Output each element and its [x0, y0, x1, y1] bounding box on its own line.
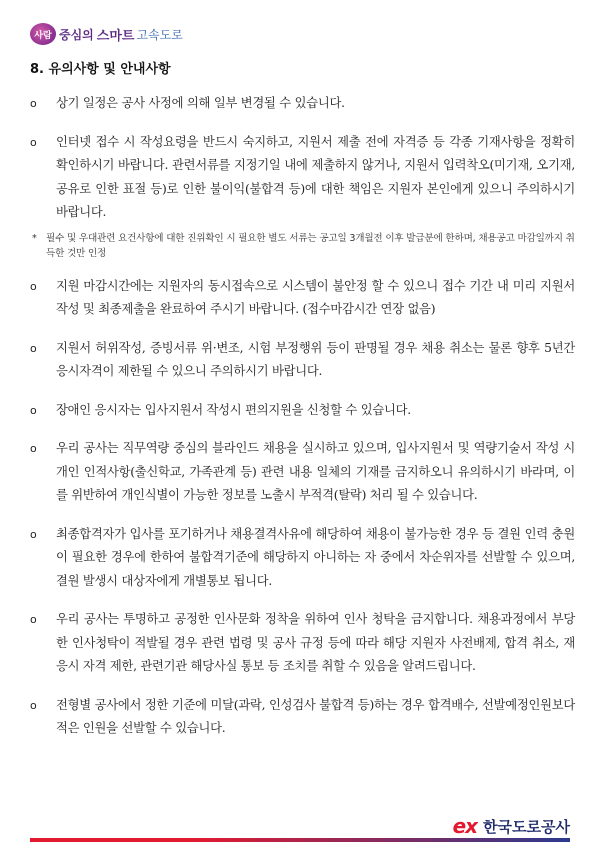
list-item-text: 상기 일정은 공사 사정에 의해 일부 변경될 수 있습니다.: [56, 96, 345, 110]
bullet: o: [30, 135, 37, 149]
list-item-text: 우리 공사는 직무역량 중심의 블라인드 채용을 실시하고 있으며, 입사지원서 및 역량기술서 작성 시 개인 인적사항(출신학교, 가족관계 등) 관련 내용 일체의 기재를 금지하오니 유의하시기 바라며, 이를 위반하여 개인식별이 가능한 정보를 노출시 부적격(탈락) 처리 될 수 있습니다.: [56, 441, 575, 502]
list-item-text: 지원서 허위작성, 증빙서류 위·변조, 시험 부정행위 등이 판명될 경우 채용 취소는 물론 향후 5년간 응시자격이 제한될 수 있으니 주의하시기 바랍니다.: [56, 340, 575, 378]
section-title: 8. 유의사항 및 안내사항: [30, 62, 171, 77]
footnote: [30, 231, 575, 261]
slogan-road: 고속도로: [136, 27, 183, 42]
footnote-bullet: *: [32, 232, 37, 244]
list-item: [30, 694, 575, 741]
slogan-logo-icon: 사람: [30, 23, 56, 45]
bullet: o: [30, 527, 37, 541]
bullet: o: [30, 403, 37, 417]
list-item: [30, 608, 575, 679]
bullet: o: [30, 97, 37, 110]
list-item-text: 인터넷 접수 시 작성요령을 반드시 숙지하고, 지원서 제출 전에 자격증 등 각종 기재사항을 정확히 확인하시기 바랍니다. 관련서류를 지정기일 내에 제출하지 않거나, 지원서 입력착오(미기재, 오기재, 공유로 인한 표절 등)로 인한 불이익(불합격 등)에 대한 책임은 지원자 본인에게 있으니 주의하시기 바랍니다.: [56, 134, 575, 219]
footnote-text: 필수 및 우대관련 요건사항에 대한 진위확인 시 필요한 별도 서류는 공고일 3개월전 이후 발급분에 한하며, 채용공고 마감일까지 취득한 것만 인정: [46, 232, 575, 259]
bullet: o: [30, 613, 37, 626]
corporation-name: 한국도로공사: [483, 817, 570, 836]
list-item: [30, 399, 575, 423]
list-item: [30, 92, 575, 116]
list-item: [30, 337, 575, 384]
footer-divider: [30, 838, 570, 842]
list-item: [30, 275, 575, 322]
list-item: [30, 523, 575, 594]
list-item-text: 최종합격자가 입사를 포기하거나 채용결격사유에 해당하여 채용이 불가능한 경우 등 결원 인력 충원이 필요한 경우에 한하여 불합격기준에 해당하지 아니하는 자 중에서 차순위자를 선발할 수 있으며, 결원 발생시 대상자에게 개별통보 됩니다.: [56, 526, 575, 588]
corporation-logo: [453, 814, 570, 838]
bullet: o: [30, 341, 37, 355]
list-item-text: 전형별 공사에서 정한 기준에 미달(과락, 인성검사 불합격 등)하는 경우 합격배수, 선발예정인원보다 적은 인원을 선발할 수 있습니다.: [56, 697, 575, 735]
slogan-text: 중심의: [59, 27, 94, 42]
list-item-text: 지원 마감시간에는 지원자의 동시접속으로 시스템이 불안정 할 수 있으니 접수 기간 내 미리 지원서 작성 및 최종제출을 완료하여 주시기 바랍니다. (접수마감시간 연장 없음): [56, 278, 575, 316]
ex-logo-icon: ex: [452, 814, 478, 838]
notice-list: [30, 92, 575, 756]
list-item: [30, 437, 575, 508]
list-item: [30, 131, 575, 225]
bullet: o: [30, 442, 37, 455]
bullet: o: [30, 279, 37, 293]
bullet: o: [30, 698, 37, 712]
slogan-smart: 스마트: [96, 28, 135, 44]
list-item-text: 우리 공사는 투명하고 공정한 인사문화 정착을 위하여 인사 청탁을 금지합니다. 채용과정에서 부당한 인사청탁이 적발될 경우 관련 법령 및 공사 규정 등에 따라 해당 지원자 사전배제, 합격 취소, 재응시 자격 제한, 관련기관 해당사실 통보 등 조치를 취할 수 있음을 알려드립니다.: [56, 612, 575, 673]
brand-header: [30, 22, 183, 46]
list-item-text: 장애인 응시자는 입사지원서 작성시 편의지원을 신청할 수 있습니다.: [56, 402, 411, 417]
